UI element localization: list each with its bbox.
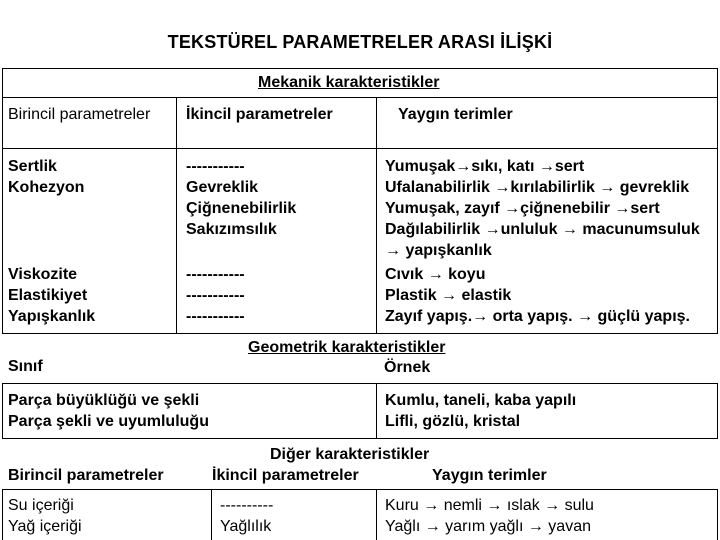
divider <box>376 97 377 334</box>
common-term: Plastik → elastik <box>385 287 512 304</box>
geometric-col-example: Örnek <box>384 359 431 376</box>
other-common-term: Yağlı → yarım yağlı → yavan <box>385 518 591 535</box>
divider <box>376 489 377 540</box>
primary-parameter: Yapışkanlık <box>8 308 96 325</box>
other-secondary-parameter: ---------- <box>220 497 274 514</box>
other-col-secondary: İkincil parametreler <box>212 467 359 484</box>
page-title: TEKSTÜREL PARAMETRELER ARASI İLİŞKİ <box>167 32 553 52</box>
geometric-class: Parça büyüklüğü ve şekli <box>8 392 200 409</box>
divider <box>2 489 718 490</box>
other-primary-parameter: Su içeriği <box>8 497 74 514</box>
other-col-terms: Yaygın terimler <box>432 467 547 484</box>
other-col-primary: Birincil parametreler <box>8 467 164 484</box>
primary-parameter: Sertlik <box>8 158 57 175</box>
mechanical-col-terms: Yaygın terimler <box>398 106 513 123</box>
divider <box>376 383 377 438</box>
divider <box>717 489 718 540</box>
geometric-col-class: Sınıf <box>8 358 43 375</box>
common-term: Yumuşak, zayıf →çiğnenebilir →sert <box>385 200 660 217</box>
divider <box>2 383 718 384</box>
common-term: Ufalanabilirlik →kırılabilirlik → gevreklik <box>385 179 690 196</box>
common-term: Yumuşak→sıkı, katı →sert <box>385 158 585 175</box>
other-heading: Diğer karakteristikler <box>270 446 430 463</box>
primary-parameter: Elastikiyet <box>8 287 88 304</box>
primary-parameter: Viskozite <box>8 266 78 283</box>
divider <box>2 438 718 439</box>
common-term: → yapışkanlık <box>385 242 492 259</box>
divider <box>211 489 212 540</box>
common-term: Dağılabilirlik →unluluk → macunumsuluk <box>385 221 700 238</box>
primary-parameter: Kohezyon <box>8 179 85 196</box>
divider <box>717 383 718 438</box>
secondary-parameter: Çiğnenebilirlik <box>186 200 297 217</box>
geometric-heading: Geometrik karakteristikler <box>248 339 446 356</box>
secondary-parameter: ----------- <box>186 308 245 325</box>
other-common-term: Kuru → nemli → ıslak → sulu <box>385 497 594 514</box>
common-term: Cıvık → koyu <box>385 266 486 283</box>
secondary-parameter: ----------- <box>186 266 245 283</box>
divider <box>176 97 177 334</box>
divider <box>2 383 3 438</box>
secondary-parameter: ----------- <box>186 287 245 304</box>
geometric-example: Lifli, gözlü, kristal <box>385 413 521 430</box>
mechanical-heading: Mekanik karakteristikler <box>258 74 440 91</box>
secondary-parameter: Gevreklik <box>186 179 259 196</box>
geometric-example: Kumlu, taneli, kaba yapılı <box>385 392 577 409</box>
secondary-parameter: Sakızımsılık <box>186 221 277 238</box>
other-secondary-parameter: Yağlılık <box>220 518 272 535</box>
geometric-class: Parça şekli ve uyumluluğu <box>8 413 209 430</box>
mechanical-col-primary: Birincil parametreler <box>8 106 151 123</box>
other-primary-parameter: Yağ içeriği <box>8 518 82 535</box>
divider <box>2 97 718 98</box>
divider <box>2 489 3 540</box>
common-term: Zayıf yapış.→ orta yapış. → güçlü yapış. <box>385 308 690 325</box>
divider <box>2 148 718 149</box>
secondary-parameter: ----------- <box>186 158 245 175</box>
mechanical-col-secondary: İkincil parametreler <box>186 106 333 123</box>
